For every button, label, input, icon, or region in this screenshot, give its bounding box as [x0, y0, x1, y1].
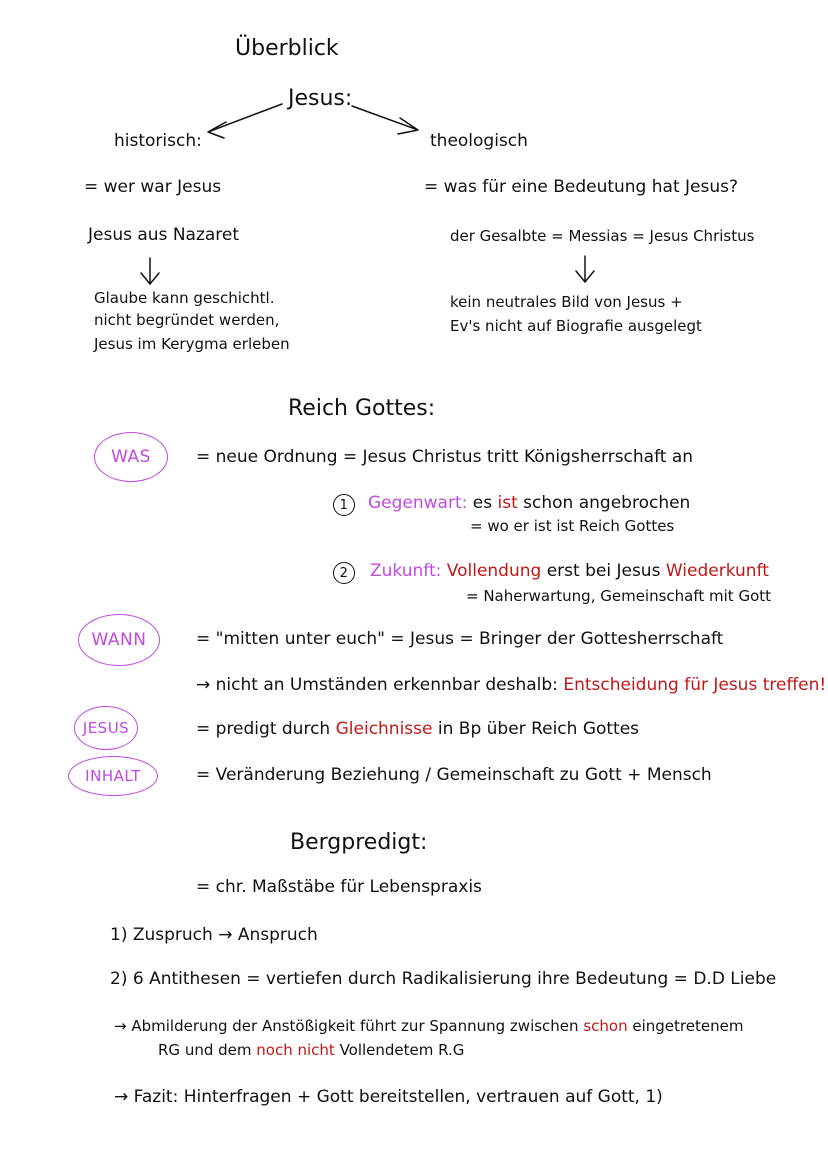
bergpredigt-item-3-line-2: [158, 1042, 464, 1059]
section-title-reich-gottes: Reich Gottes:: [288, 396, 436, 421]
bergpredigt-item-1: 1) Zuspruch → Anspruch: [110, 925, 318, 945]
item3-noch-nicht: noch nicht: [256, 1041, 335, 1059]
right-conclusion-1: kein neutrales Bild von Jesus +: [450, 293, 683, 311]
was-text: = neue Ordnung = Jesus Christus tritt Königsherrschaft an: [196, 447, 694, 467]
badge-inhalt: INHALT: [68, 756, 158, 796]
zukunft-vollendung: Vollendung: [446, 561, 542, 581]
wann-arrow-text: → nicht an Umständen erkennbar deshalb:: [196, 675, 558, 695]
page-title: Überblick: [235, 36, 339, 61]
zukunft-line: [370, 562, 769, 582]
item3-line2-post: Vollendetem R.G: [339, 1041, 465, 1059]
gegenwart-post: schon angebrochen: [523, 493, 691, 513]
bergpredigt-item-3: [114, 1018, 743, 1035]
jesus-pre: = predigt durch: [196, 719, 331, 739]
zukunft-line-2: = Naherwartung, Gemeinschaft mit Gott: [466, 587, 772, 605]
bergpredigt-line-1: = chr. Maßstäbe für Lebenspraxis: [196, 877, 482, 897]
arrow-left-icon: [208, 104, 282, 138]
arrow-right-icon: [352, 106, 418, 134]
gegenwart-line: [368, 494, 690, 514]
left-conclusion-1: Glaube kann geschichtl.: [94, 289, 275, 307]
zukunft-mid: erst bei Jesus: [546, 561, 661, 581]
item3-schon: schon: [583, 1017, 628, 1035]
gegenwart-line-2: = wo er ist ist Reich Gottes: [470, 517, 675, 535]
left-conclusion-2: nicht begründet werden,: [94, 311, 280, 329]
jesus-post: in Bp über Reich Gottes: [437, 719, 640, 739]
wann-arrow-line: [196, 676, 826, 696]
jesus-gleichnisse: Gleichnisse: [335, 719, 433, 739]
item3-post: eingetretenem: [632, 1017, 744, 1035]
section-title-bergpredigt: Bergpredigt:: [290, 830, 428, 855]
center-label-jesus: Jesus:: [288, 86, 353, 111]
item3-pre: → Abmilderung der Anstößigkeit führt zur Spannung zwischen: [114, 1017, 579, 1035]
number-2-icon: 2: [333, 562, 355, 584]
badge-was: WAS: [94, 432, 168, 482]
right-conclusion-2: Ev's nicht auf Biografie ausgelegt: [450, 317, 702, 335]
right-line-1: = was für eine Bedeutung hat Jesus?: [424, 177, 739, 197]
gegenwart-label: Gegenwart:: [368, 493, 468, 513]
bergpredigt-item-2: 2) 6 Antithesen = vertiefen durch Radikalisierung ihre Bedeutung = D.D Liebe: [110, 969, 777, 989]
inhalt-text: = Veränderung Beziehung / Gemeinschaft zu Gott + Mensch: [196, 765, 712, 785]
zukunft-label: Zukunft:: [370, 561, 442, 581]
zukunft-wiederkunft: Wiederkunft: [665, 561, 769, 581]
historisch-heading: historisch:: [114, 131, 202, 151]
left-line-1: = wer war Jesus: [84, 177, 222, 197]
number-1-icon: 1: [333, 494, 355, 516]
badge-jesus: JESUS: [74, 706, 138, 750]
item3-line2-pre: RG und dem: [158, 1041, 252, 1059]
wann-entscheidung: Entscheidung für Jesus treffen!: [563, 675, 827, 695]
left-conclusion-3: Jesus im Kerygma erleben: [94, 335, 290, 353]
bergpredigt-fazit: → Fazit: Hinterfragen + Gott bereitstellen, vertrauen auf Gott, 1): [114, 1087, 663, 1107]
gegenwart-ist: ist: [497, 493, 518, 513]
arrow-down-right-icon: [576, 256, 594, 282]
gegenwart-pre: es: [472, 493, 493, 513]
wann-text: = "mitten unter euch" = Jesus = Bringer der Gottesherrschaft: [196, 629, 724, 649]
theologisch-heading: theologisch: [430, 131, 528, 151]
jesus-line: [196, 720, 639, 740]
left-line-2: Jesus aus Nazaret: [88, 225, 240, 245]
arrow-down-left-icon: [141, 258, 159, 284]
right-line-2: der Gesalbte = Messias = Jesus Christus: [450, 227, 755, 245]
badge-wann: WANN: [78, 614, 160, 666]
